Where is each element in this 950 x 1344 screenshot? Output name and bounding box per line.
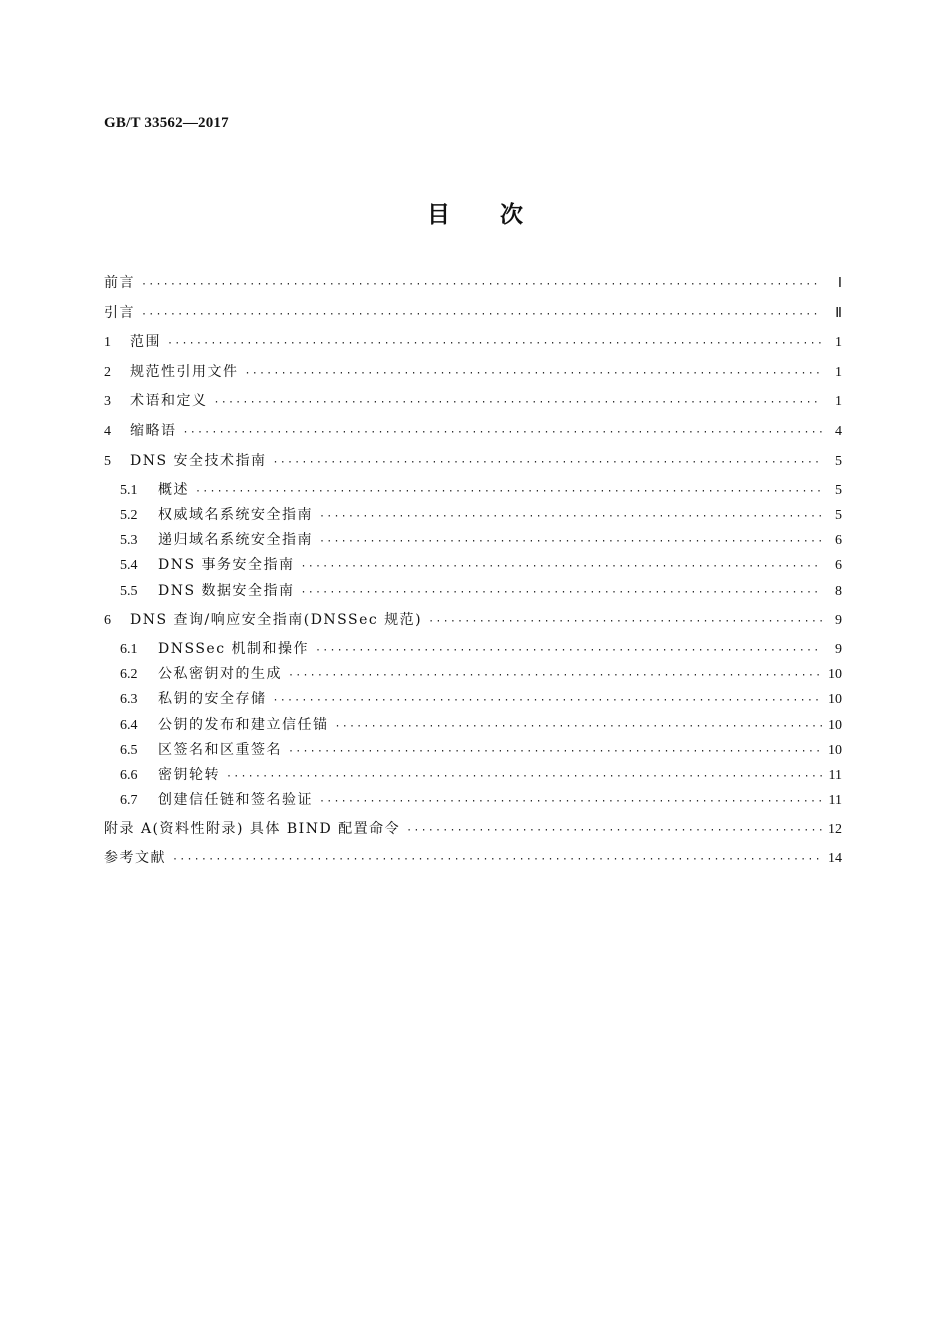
toc-entry-title: 前言 bbox=[104, 275, 135, 291]
toc-entry-number: 5.5 bbox=[120, 583, 138, 599]
toc-entry-page: 10 bbox=[828, 717, 842, 733]
toc-entry-number: 6.4 bbox=[120, 717, 138, 733]
toc-entry-page: Ⅰ bbox=[837, 276, 842, 291]
toc-entry-number: 6.3 bbox=[120, 692, 138, 708]
toc-entry-page: 9 bbox=[835, 642, 842, 658]
toc-entry-title: 缩略语 bbox=[130, 422, 177, 439]
toc-entry-number: 5.3 bbox=[120, 533, 138, 549]
dot-leader bbox=[301, 561, 822, 572]
toc-entry bbox=[104, 847, 842, 877]
dot-leader bbox=[226, 771, 822, 782]
dot-leader bbox=[319, 536, 822, 547]
toc-entry-page: 9 bbox=[835, 612, 842, 628]
toc-entry-title: 范围 bbox=[130, 334, 161, 351]
toc-entry-title: DNS 安全技术指南 bbox=[130, 452, 267, 469]
table-of-contents bbox=[104, 272, 842, 877]
toc-entry-page: 11 bbox=[828, 792, 842, 808]
dot-leader bbox=[183, 427, 823, 438]
toc-entry bbox=[104, 789, 842, 814]
toc-entry-title: 权威域名系统安全指南 bbox=[158, 507, 313, 524]
toc-entry-page: 5 bbox=[835, 508, 842, 524]
dot-leader bbox=[273, 695, 823, 706]
toc-entry-number: 5.2 bbox=[120, 508, 138, 524]
toc-entry bbox=[104, 714, 842, 739]
toc-entry-title: 公钥的发布和建立信任锚 bbox=[158, 716, 329, 733]
toc-entry-title: 规范性引用文件 bbox=[130, 363, 239, 380]
toc-entry-title: 概述 bbox=[158, 482, 189, 499]
toc-entry-title: DNSSec 机制和操作 bbox=[158, 641, 309, 658]
toc-entry-title: 递归域名系统安全指南 bbox=[158, 532, 313, 549]
toc-entry-number: 4 bbox=[104, 423, 111, 439]
toc-entry bbox=[104, 302, 842, 332]
toc-entry-number: 5 bbox=[104, 453, 111, 469]
toc-entry-page: 1 bbox=[835, 394, 842, 410]
dot-leader bbox=[319, 511, 822, 522]
toc-entry bbox=[104, 390, 842, 420]
dot-leader bbox=[273, 457, 822, 468]
dot-leader bbox=[335, 721, 823, 732]
toc-entry-title: 公私密钥对的生成 bbox=[158, 666, 282, 683]
dot-leader bbox=[141, 279, 822, 290]
page-title: 目次 bbox=[427, 202, 573, 228]
toc-entry-number: 6.7 bbox=[120, 792, 138, 808]
dot-leader bbox=[406, 825, 822, 836]
toc-entry-page: 6 bbox=[835, 533, 842, 549]
toc-entry-page: 6 bbox=[835, 558, 842, 574]
toc-entry bbox=[104, 609, 842, 639]
toc-entry bbox=[104, 529, 842, 554]
toc-entry-page: 1 bbox=[835, 364, 842, 380]
toc-entry bbox=[104, 580, 842, 605]
toc-entry-number: 5.4 bbox=[120, 558, 138, 574]
dot-leader bbox=[319, 796, 822, 807]
toc-entry-number: 5.1 bbox=[120, 483, 138, 499]
toc-entry bbox=[104, 764, 842, 789]
toc-entry bbox=[104, 663, 842, 688]
toc-entry-title: 私钥的安全存储 bbox=[158, 691, 267, 708]
dot-leader bbox=[195, 486, 822, 497]
toc-entry-number: 6.2 bbox=[120, 667, 138, 683]
toc-entry bbox=[104, 361, 842, 391]
toc-entry bbox=[104, 638, 842, 663]
toc-entry bbox=[104, 504, 842, 529]
dot-leader bbox=[214, 397, 823, 408]
toc-entry-number: 6.6 bbox=[120, 767, 138, 783]
toc-entry bbox=[104, 554, 842, 579]
toc-entry-page: 12 bbox=[828, 821, 842, 837]
dot-leader bbox=[428, 616, 822, 627]
toc-entry-page: 5 bbox=[835, 453, 842, 469]
dot-leader bbox=[288, 746, 822, 757]
dot-leader bbox=[141, 309, 822, 320]
dot-leader bbox=[288, 670, 822, 681]
dot-leader bbox=[172, 854, 822, 865]
standard-code: GB/T 33562—2017 bbox=[104, 115, 229, 131]
toc-entry-number: 3 bbox=[104, 394, 111, 410]
toc-entry-title: 附录 A(资料性附录) 具体 BIND 配置命令 bbox=[104, 820, 401, 837]
toc-entry-number: 2 bbox=[104, 364, 111, 380]
toc-entry-title: 参考文献 bbox=[104, 850, 166, 867]
dot-leader bbox=[301, 587, 822, 598]
toc-entry-number: 6 bbox=[104, 612, 111, 628]
dot-leader bbox=[245, 368, 823, 379]
toc-entry bbox=[104, 479, 842, 504]
toc-entry-title: 术语和定义 bbox=[130, 393, 208, 410]
toc-entry-title: DNS 数据安全指南 bbox=[158, 582, 295, 599]
toc-entry bbox=[104, 739, 842, 764]
toc-entry-title: 引言 bbox=[104, 304, 135, 321]
toc-entry bbox=[104, 818, 842, 848]
toc-entry-page: 1 bbox=[835, 335, 842, 351]
toc-entry-page: 11 bbox=[828, 767, 842, 783]
dot-leader bbox=[315, 645, 822, 656]
toc-entry-title: 密钥轮转 bbox=[158, 766, 220, 783]
toc-entry-page: 10 bbox=[828, 742, 842, 758]
toc-entry-title: DNS 事务安全指南 bbox=[158, 557, 295, 574]
toc-entry-page: 10 bbox=[828, 667, 842, 683]
toc-entry-number: 6.5 bbox=[120, 742, 138, 758]
toc-entry-page: 14 bbox=[828, 851, 842, 867]
toc-entry-title: 创建信任链和签名验证 bbox=[158, 791, 313, 808]
toc-entry-page: Ⅱ bbox=[835, 305, 842, 321]
dot-leader bbox=[167, 338, 822, 349]
toc-entry-number: 1 bbox=[104, 335, 111, 351]
toc-entry-page: 5 bbox=[835, 483, 842, 499]
toc-entry-title: DNS 查询/响应安全指南(DNSSec 规范) bbox=[130, 611, 423, 628]
toc-entry bbox=[104, 331, 842, 361]
toc-entry bbox=[104, 420, 842, 450]
toc-entry bbox=[104, 272, 842, 302]
toc-entry-title: 区签名和区重签名 bbox=[158, 741, 282, 758]
toc-entry-page: 4 bbox=[835, 423, 842, 439]
toc-entry bbox=[104, 688, 842, 713]
toc-entry-page: 8 bbox=[835, 583, 842, 599]
toc-entry-number: 6.1 bbox=[120, 642, 138, 658]
toc-entry-page: 10 bbox=[828, 692, 842, 708]
toc-entry bbox=[104, 450, 842, 480]
